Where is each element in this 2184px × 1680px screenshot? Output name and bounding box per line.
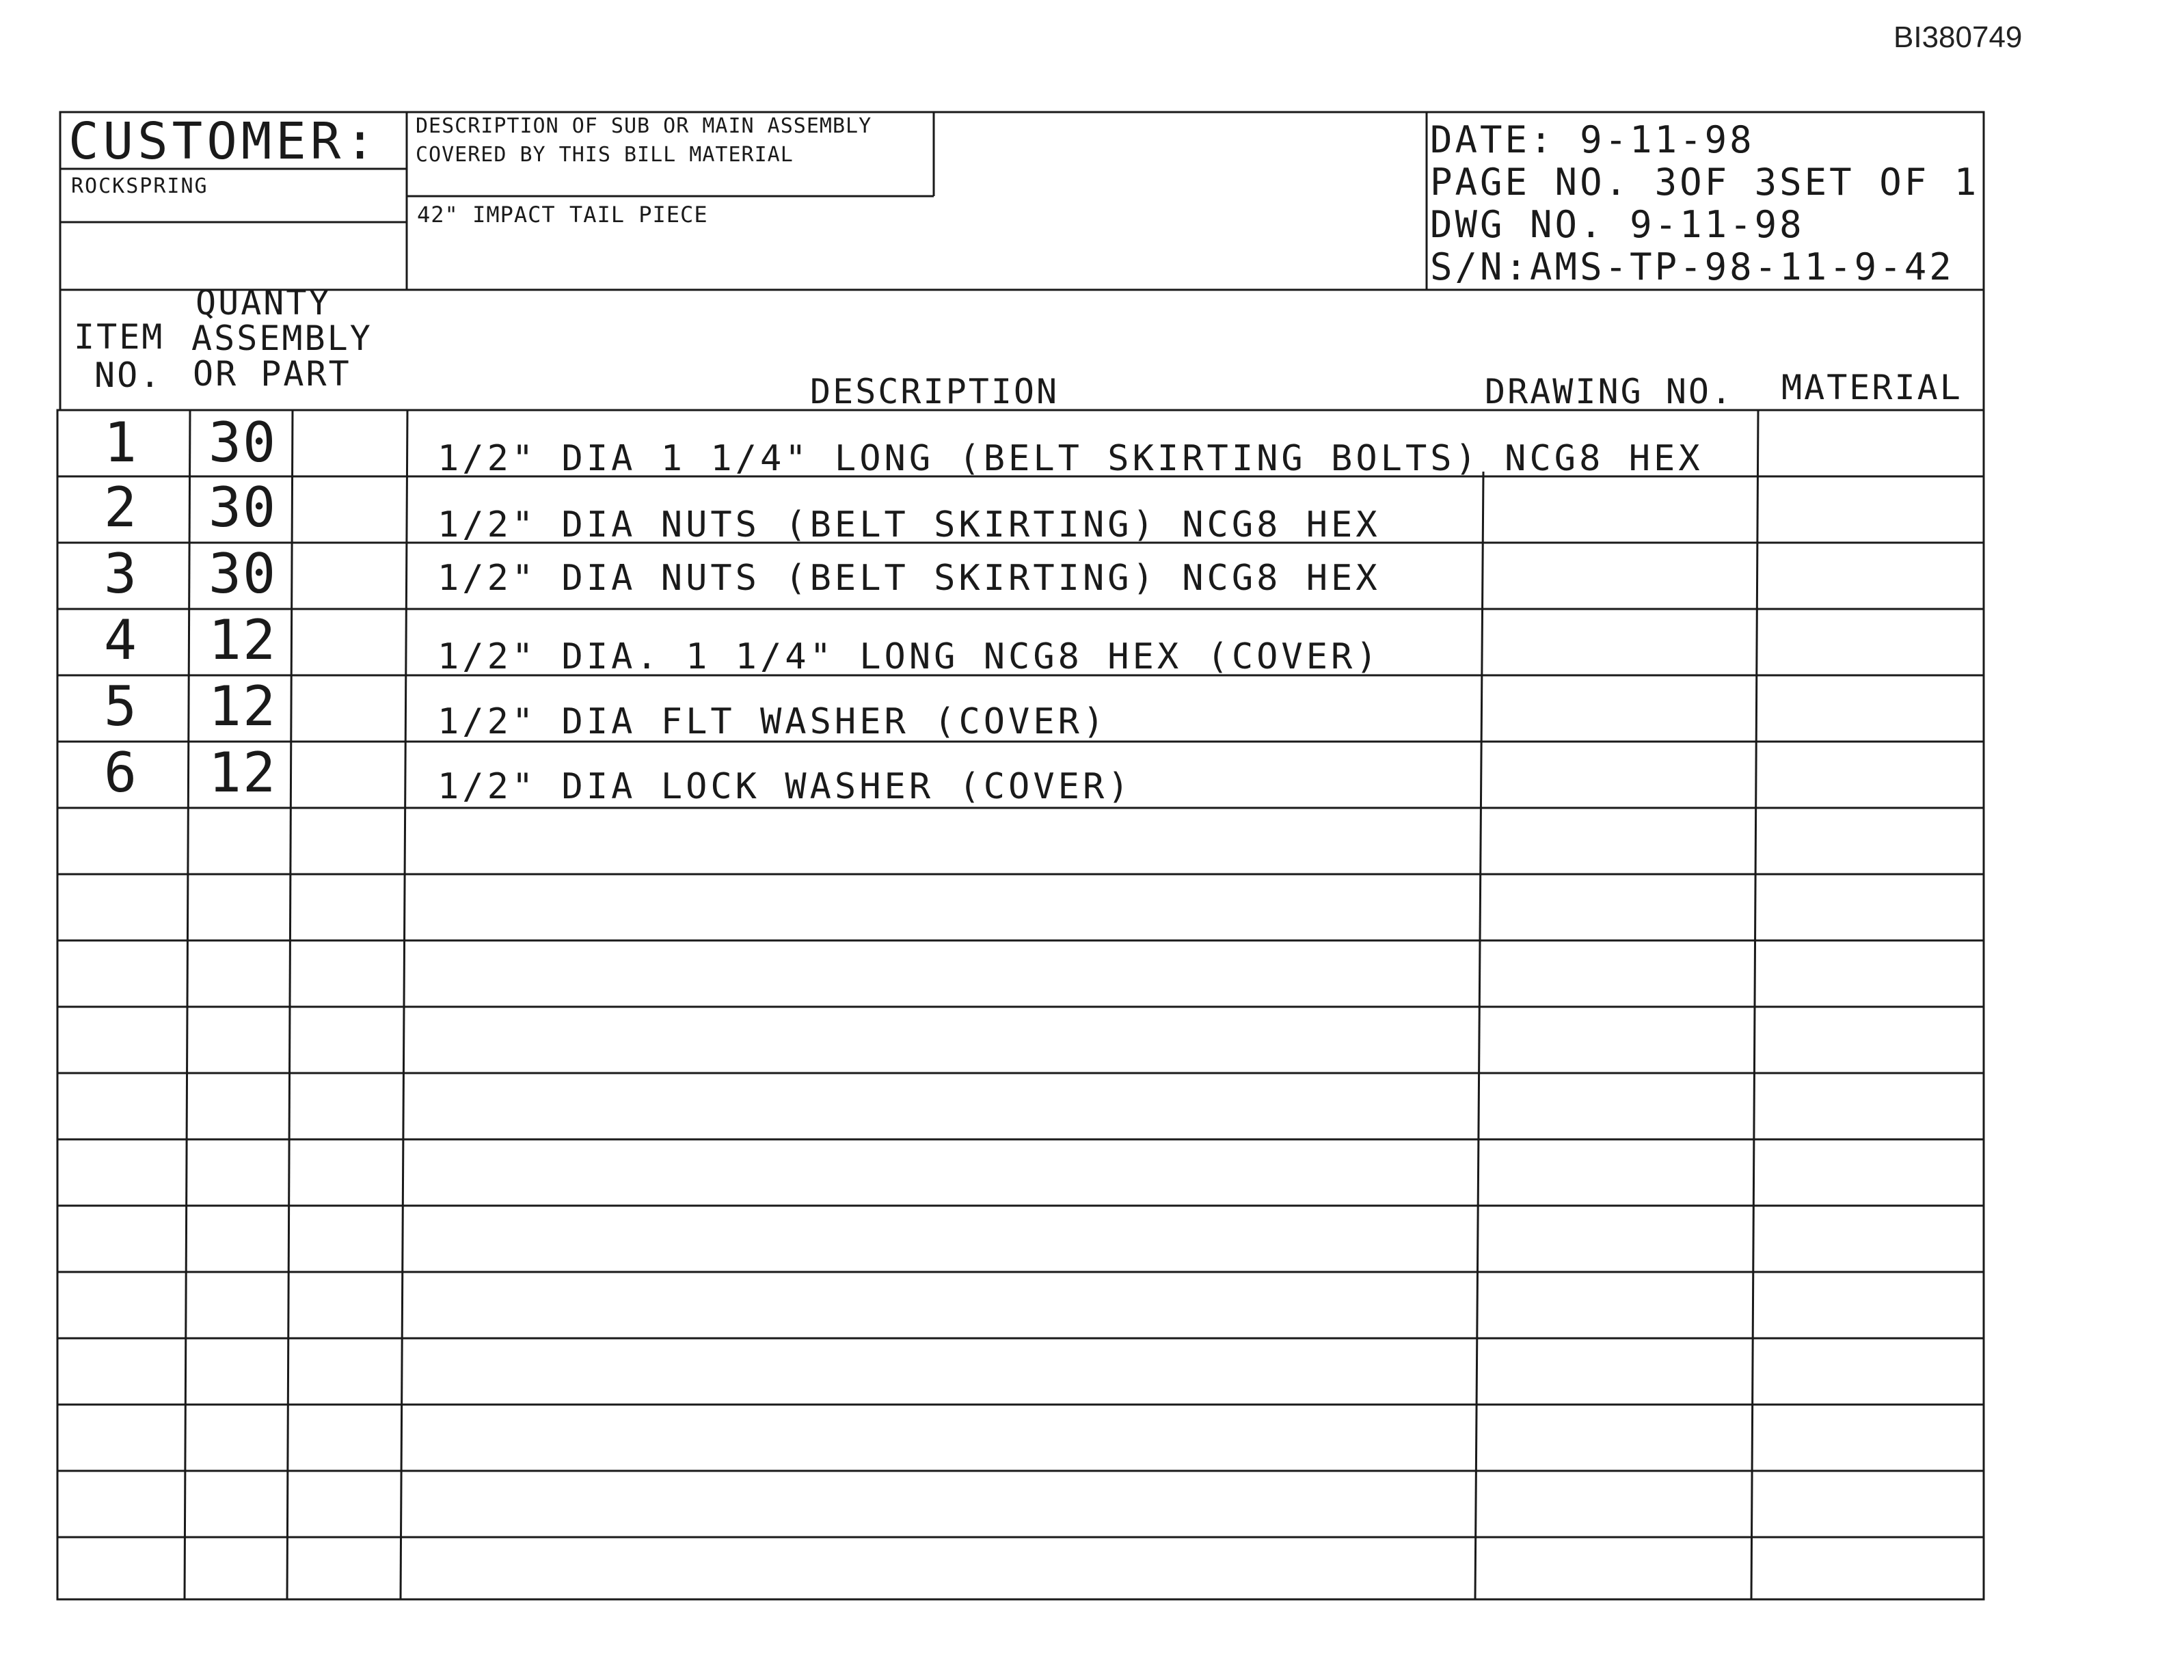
col-header-description: DESCRIPTION bbox=[810, 372, 1060, 411]
serial-number-field: S/N:AMS-TP-98-11-9-42 bbox=[1430, 245, 1954, 288]
row-lines bbox=[57, 476, 1984, 1537]
description: 1/2" DIA LOCK WASHER (COVER) bbox=[437, 766, 1133, 807]
item-number: 5 bbox=[103, 675, 137, 738]
quantity: 12 bbox=[208, 741, 278, 804]
col-header-drawing-no: DRAWING NO. bbox=[1485, 372, 1734, 411]
date-field: DATE: 9-11-98 bbox=[1430, 118, 1755, 161]
item-number: 3 bbox=[103, 542, 137, 606]
item-number: 4 bbox=[103, 608, 137, 672]
item-number: 1 bbox=[103, 411, 137, 474]
quantity: 30 bbox=[208, 476, 278, 539]
drawing-number-field: DWG NO. 9-11-98 bbox=[1430, 203, 1805, 246]
assembly-description: 42" IMPACT TAIL PIECE bbox=[417, 202, 708, 228]
quantity: 30 bbox=[208, 411, 278, 474]
customer-name: ROCKSPRING bbox=[71, 174, 208, 198]
quantity: 12 bbox=[208, 675, 278, 738]
col-part bbox=[401, 410, 407, 1599]
col-item bbox=[185, 410, 190, 1599]
col-header-item-no: NO. bbox=[94, 355, 163, 395]
quantity: 12 bbox=[208, 608, 278, 672]
col-drawing bbox=[1475, 472, 1483, 1599]
description-caption-line2: COVERED BY THIS BILL MATERIAL bbox=[416, 143, 794, 167]
item-number: 6 bbox=[103, 741, 137, 804]
col-material bbox=[1751, 410, 1758, 1599]
col-header-or-part: OR PART bbox=[193, 354, 351, 394]
description: 1/2" DIA FLT WASHER (COVER) bbox=[437, 701, 1108, 742]
description: 1/2" DIA NUTS (BELT SKIRTING) NCG8 HEX bbox=[437, 558, 1381, 599]
document-id: BI380749 bbox=[1893, 21, 2023, 54]
item-number: 2 bbox=[103, 476, 137, 539]
customer-label: CUSTOMER: bbox=[68, 112, 379, 171]
col-header-item: ITEM bbox=[74, 317, 165, 357]
description: 1/2" DIA. 1 1/4" LONG NCG8 HEX (COVER) bbox=[437, 636, 1381, 677]
description: 1/2" DIA 1 1/4" LONG (BELT SKIRTING BOLTS) NCG8 HEX bbox=[437, 438, 1703, 479]
col-header-quantity: QUANTY bbox=[196, 283, 332, 323]
page-number-field: PAGE NO. 3OF 3SET OF 1 bbox=[1430, 161, 1980, 204]
quantity: 30 bbox=[208, 542, 278, 606]
description-caption-line1: DESCRIPTION OF SUB OR MAIN ASSEMBLY bbox=[416, 114, 872, 138]
col-header-material: MATERIAL bbox=[1781, 368, 1963, 407]
description: 1/2" DIA NUTS (BELT SKIRTING) NCG8 HEX bbox=[437, 504, 1381, 545]
col-header-assembly: ASSEMBLY bbox=[191, 319, 373, 358]
